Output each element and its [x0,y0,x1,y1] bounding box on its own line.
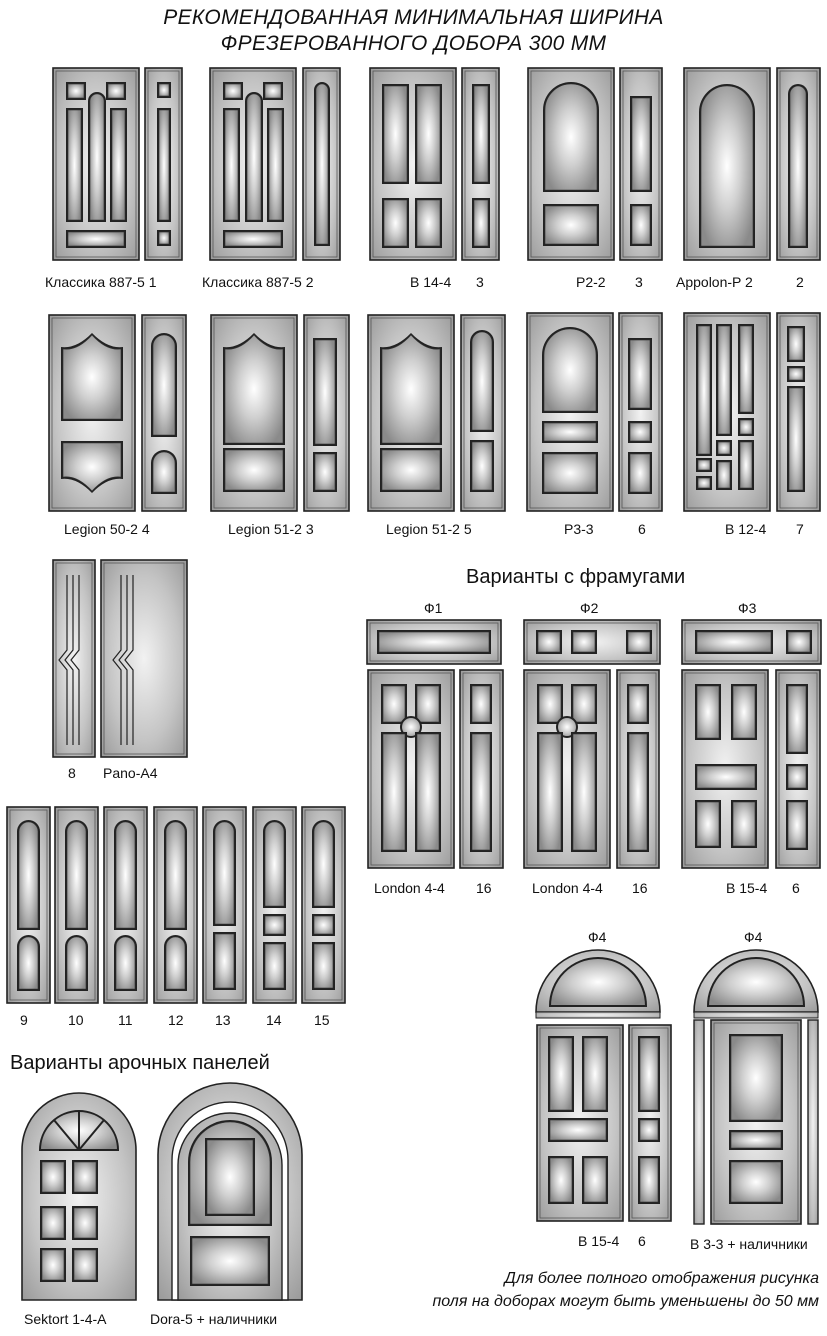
side-b154b-top [640,1038,658,1110]
side-p33-mid [630,423,650,441]
label-b14-4: B 14-4 [410,274,452,290]
label-klassika-887-5-1: Классика 887-5 1 [45,274,157,290]
side-b124-sq [789,368,803,380]
klassika1-p2 [90,94,104,220]
b154-p2 [733,686,755,738]
b124-col4 [740,442,752,488]
transom-f2-p1 [538,632,560,652]
side-b154-top [788,686,806,752]
b14-p4 [417,200,440,246]
b124-sq2 [740,420,752,434]
side-p22-top [632,98,650,190]
side-lon2-bot [629,734,647,850]
side-b124-bot [789,388,803,490]
side-p33-bot [630,454,650,492]
side-b154-mid [788,766,806,788]
page-title-line-1: РЕКОМЕНДОВАННАЯ МИНИМАЛЬНАЯ ШИРИНА [163,6,664,29]
side-pano [53,560,95,757]
label-dora-5: Dora-5 + наличники [150,1311,278,1327]
b154b-p4 [584,1158,606,1202]
label-legion-51-2-b: Legion 51-2 5 [386,521,472,537]
num-panel-15: 15 [314,1012,330,1028]
label-b3-3: B 3-3 + наличники [690,1236,808,1252]
num-appolon: 2 [796,274,804,290]
casing-right [808,1020,818,1224]
klassika2-bottom [225,232,281,246]
door-london-1 [368,670,454,868]
transom-f2-p2 [573,632,595,652]
sp10-bot [67,937,86,989]
b124-col1 [698,326,710,454]
label-f3: Ф3 [738,600,757,616]
b124-sq3 [698,460,710,470]
label-legion-51-2-a: Legion 51-2 3 [228,521,314,537]
label-f4-a: Ф4 [588,929,607,945]
num-b15-4-b: 6 [638,1233,646,1249]
door-london-2-p3 [539,734,561,850]
side-lon1-top [472,686,490,722]
sektort-p2 [42,1208,64,1238]
num-panel-11: 11 [118,1012,133,1028]
p33-bottom [544,454,596,492]
transom-f4-a-base [536,1012,660,1018]
sp14-mid [265,916,284,934]
num-p3-3: 6 [638,521,646,537]
sektort-p5 [74,1250,96,1280]
side-appolon-panel [790,86,806,246]
side-b14-bot [474,200,488,246]
side-b154b-mid [640,1120,658,1140]
sp14-bot [265,944,284,988]
side-b154-bot [788,802,806,848]
b33-top [731,1036,781,1120]
b124-col2 [718,326,730,434]
sektort-p4 [42,1250,64,1280]
sp13-top [215,822,234,924]
label-klassika-887-5-2: Классика 887-5 2 [202,274,314,290]
label-f1: Ф1 [424,600,443,616]
side-b154b-bot [640,1158,658,1202]
label-f2: Ф2 [580,600,599,616]
p22-top [545,84,597,190]
sp9-bot [19,937,38,989]
b154b-p2 [584,1038,606,1110]
b154-p4 [733,802,755,846]
door-london-1-p3 [383,734,405,850]
transom-f3-p1 [697,632,771,652]
side-l512b-top [472,332,492,430]
num-b14-4: 3 [476,274,484,290]
b14-p2 [417,86,440,182]
num-london-1: 16 [476,880,492,896]
b14-p3 [384,200,407,246]
b124-sq5 [698,478,710,488]
num-b15-4: 6 [792,880,800,896]
b154-p3 [697,802,719,846]
b124-sq1 [718,442,730,454]
klassika2-p2 [247,94,261,220]
p33-mid [544,423,596,441]
side-k1-mid [159,110,169,220]
transom-f4-b-base [694,1012,818,1018]
label-legion-50-2: Legion 50-2 4 [64,521,150,537]
num-panel-12: 12 [168,1012,184,1028]
sektort-p1 [74,1162,96,1192]
sp15-mid [314,916,333,934]
side-b14-top [474,86,488,182]
section-title-arch: Варианты арочных панелей [10,1052,270,1074]
p22-bottom [545,206,597,244]
side-p33-top [630,340,650,408]
label-appolon-p-2: Appolon-P 2 [676,274,753,290]
sp15-bot [314,944,333,988]
b154b-mid [550,1120,606,1140]
label-b15-4: B 15-4 [726,880,768,896]
side-l502-top [153,335,175,435]
num-panel-9: 9 [20,1012,28,1028]
transom-f3-p2 [788,632,810,652]
page-title-line-2: ФРЕЗЕРОВАННОГО ДОБОРА 300 ММ [220,32,607,55]
dora-center [207,1140,253,1214]
klassika1-tri-r [108,84,124,98]
klassika2-tri-l [225,84,241,98]
sp10-top [67,822,86,928]
sp12-bot [166,937,185,989]
num-london-2: 16 [632,880,648,896]
footer-note-line-1: Для более полного отображения рисунка [504,1270,819,1287]
footer-note-line-2: поля на доборах могут быть уменьшены до 50 мм [432,1293,819,1310]
b154-p1 [697,686,719,738]
transom-f1-panel [379,632,489,652]
label-f4-b: Ф4 [744,929,763,945]
sektort-p0 [42,1162,64,1192]
klassika2-tri-r [265,84,281,98]
sp12-top [166,822,185,928]
sp11-bot [116,937,135,989]
sp9-top [19,822,38,928]
b124-sq4 [718,462,730,488]
klassika1-p3 [112,110,125,220]
klassika2-p3 [269,110,282,220]
legion512b-bottom [382,450,440,490]
side-l512a-top [315,340,335,444]
legion512a-bottom [225,450,283,490]
sp14-top [265,822,284,906]
side-k1-bot [159,232,169,244]
b154-mid [697,766,755,788]
label-p3-3: P3-3 [564,521,594,537]
klassika2-p1 [225,110,238,220]
side-k1-top [159,84,169,96]
klassika1-tri-l [68,84,84,98]
b33-mid [731,1132,781,1148]
label-b12-4: B 12-4 [725,521,767,537]
door-london-1-p1 [383,686,405,722]
side-lon2-top [629,686,647,722]
side-p22-bot [632,206,650,244]
num-p2-2: 3 [635,274,643,290]
p33-top [544,329,596,411]
transom-f2-p3 [628,632,650,652]
label-london-2: London 4-4 [532,880,603,896]
legion512a-top [225,335,283,443]
side-k2-panel [316,84,328,244]
num-panel-10: 10 [68,1012,84,1028]
sp15-top [314,822,333,906]
label-p2-2: P2-2 [576,274,606,290]
sp11-top [116,822,135,928]
section-title-transoms: Варианты с фрамугами [466,566,686,588]
legion512b-top [382,335,440,443]
label-london-1: London 4-4 [374,880,445,896]
door-london-2-p2 [573,686,595,722]
label-sektort: Sektort 1-4-A [24,1311,107,1327]
num-b12-4: 7 [796,521,804,537]
door-london-2 [524,670,610,868]
b33-bottom [731,1162,781,1202]
side-b124-top [789,328,803,360]
dora-bottom [192,1238,268,1284]
door-london-1-p2 [417,686,439,722]
side-l512b-bot [472,442,492,490]
num-pano: 8 [68,765,76,781]
num-panel-13: 13 [215,1012,231,1028]
b14-p1 [384,86,407,182]
b154b-p3 [550,1158,572,1202]
door-london-2-p4 [573,734,595,850]
label-pano-a4: Pano-A4 [103,765,158,781]
b154b-p1 [550,1038,572,1110]
sektort-p3 [74,1208,96,1238]
b124-col3 [740,326,752,412]
appolon-panel [701,86,753,246]
door-london-1-p4 [417,734,439,850]
casing-left [694,1020,704,1224]
num-panel-14: 14 [266,1012,282,1028]
label-b15-4-b: B 15-4 [578,1233,620,1249]
sp13-bot [215,934,234,988]
klassika1-p1 [68,110,81,220]
side-lon1-bot [472,734,490,850]
side-l512a-bot [315,454,335,490]
side-l502-bot [153,452,175,492]
klassika1-bottom [68,232,124,246]
door-london-2-p1 [539,686,561,722]
